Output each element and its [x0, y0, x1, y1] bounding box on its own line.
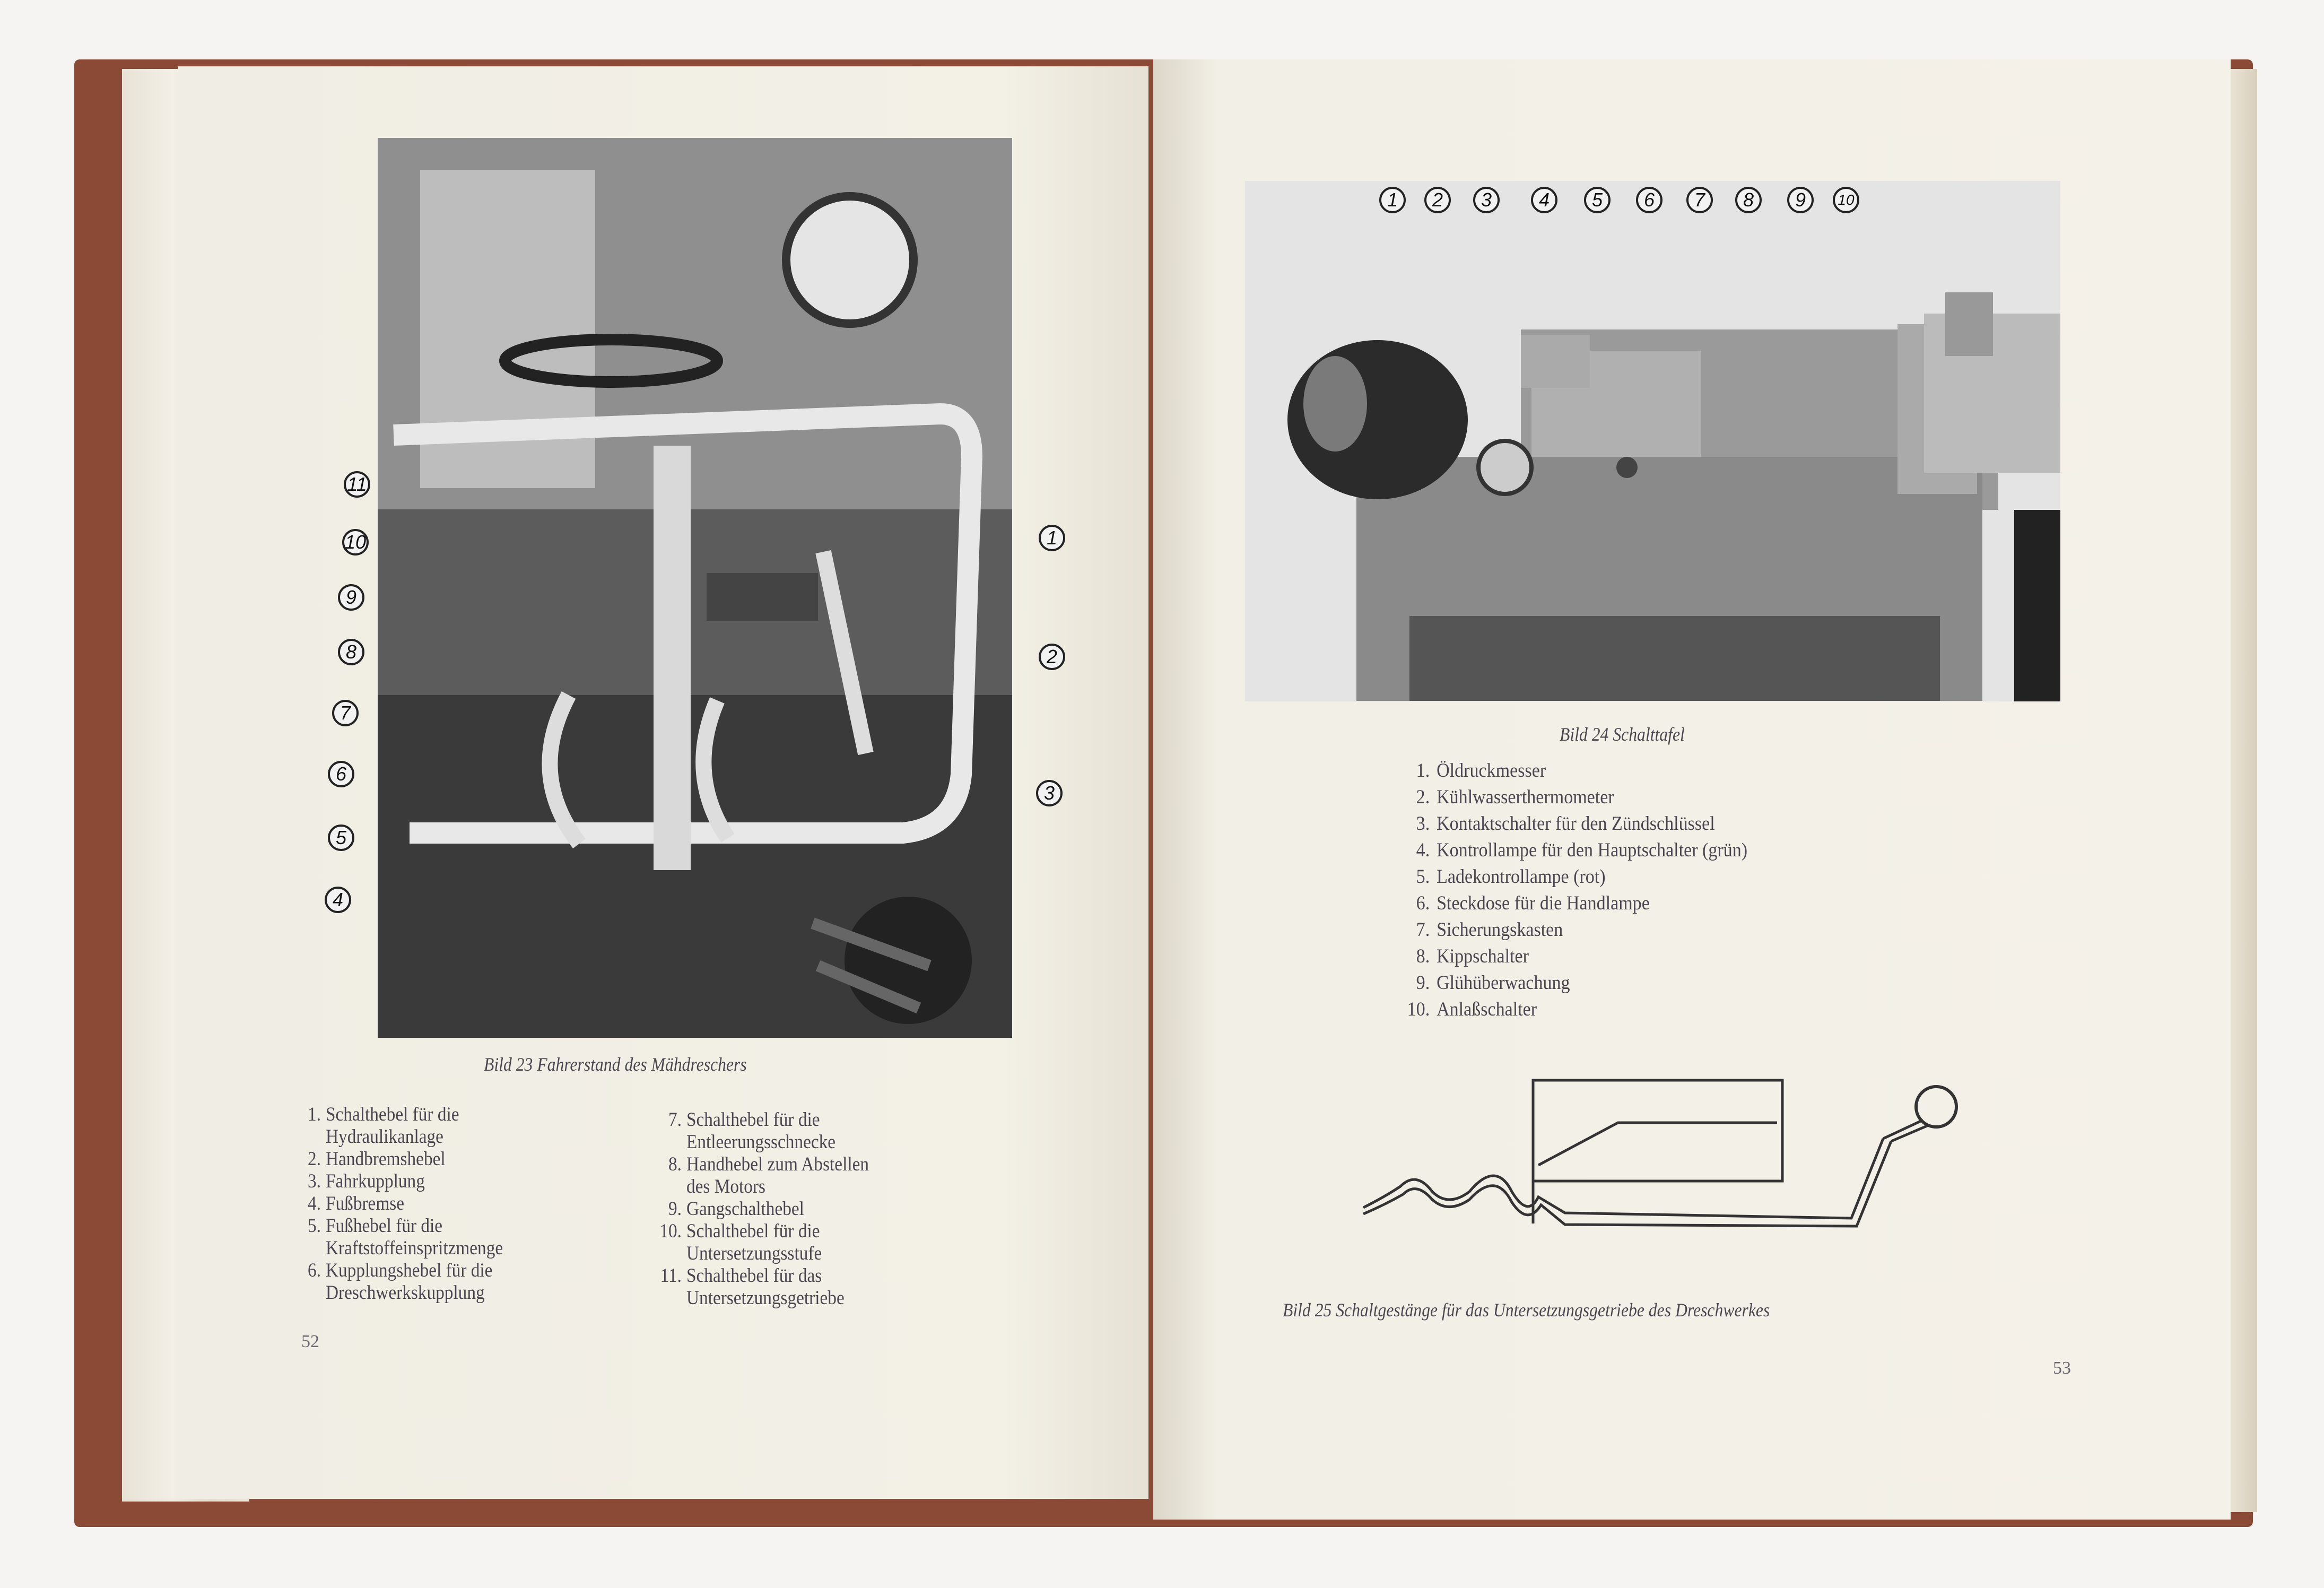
legend-text: Öldruckmesser: [1437, 760, 1546, 782]
legend-text: Gangschalthebel: [686, 1198, 804, 1220]
legend-text: Steckdose für die Handlampe: [1437, 892, 1650, 914]
callout-10: 10: [1833, 187, 1859, 213]
right-callout-row: [1379, 187, 1910, 219]
legend-item: [658, 1153, 869, 1176]
callout-1: 1: [1039, 525, 1065, 551]
legend-text: Schalthebel für die: [686, 1220, 820, 1242]
legend-item: [1400, 837, 1747, 864]
legend-item: [1400, 784, 1747, 811]
legend-item: [658, 1220, 869, 1243]
legend-number: 4.: [1416, 839, 1430, 861]
legend-text: des Motors: [686, 1176, 765, 1197]
legend-text: Sicherungskasten: [1437, 919, 1563, 941]
legend-number: 1.: [308, 1104, 321, 1125]
legend-number: 2.: [308, 1148, 321, 1170]
legend-text: Dreschwerkskupplung: [326, 1282, 485, 1304]
legend-text: Untersetzungsgetriebe: [686, 1287, 845, 1309]
callout-6: 6: [328, 761, 354, 787]
legend-number: 5.: [1416, 866, 1430, 888]
legend-number: 9.: [1416, 972, 1430, 994]
legend-item: [297, 1170, 503, 1193]
callout-11: 11: [344, 471, 370, 498]
legend-item: [1400, 758, 1747, 784]
callout-9: 9: [338, 584, 364, 611]
figure-24-caption: Bild 24 Schalttafel: [1560, 724, 1685, 745]
figure-23-caption: Bild 23 Fahrerstand des Mähdreschers: [484, 1054, 747, 1075]
legend-item: [658, 1198, 869, 1220]
callout-8: 8: [1735, 187, 1762, 213]
legend-item: [1400, 811, 1747, 837]
control-panel-photo: [1245, 181, 2060, 701]
legend-item: [297, 1215, 503, 1237]
legend-text: Glühüberwachung: [1437, 972, 1570, 994]
callout-4: 4: [1531, 187, 1557, 213]
legend-number: 3.: [308, 1170, 321, 1192]
legend-item: [1400, 970, 1747, 996]
legend-number: 7.: [1416, 919, 1430, 941]
legend-number: 11.: [660, 1265, 682, 1287]
legend-text: Kontrollampe für den Hauptschalter (grün): [1437, 839, 1748, 861]
legend-text: Untersetzungsstufe: [686, 1243, 822, 1264]
legend-text: Schalthebel für das: [686, 1265, 822, 1287]
legend-number: [658, 1287, 686, 1309]
legend-item: [658, 1287, 869, 1309]
callout-7: 7: [332, 700, 359, 726]
legend-item: [297, 1148, 503, 1170]
legend-item: [658, 1243, 869, 1265]
legend-number: 6.: [308, 1260, 321, 1281]
callout-4: 4: [325, 887, 351, 913]
legend-text: Handhebel zum Abstellen: [686, 1153, 869, 1175]
legend-number: 3.: [1416, 813, 1430, 835]
legend-item: [1400, 890, 1747, 917]
legend-item: [297, 1260, 503, 1282]
legend-item: [1400, 943, 1747, 970]
legend-item: [297, 1193, 503, 1215]
legend-number: 9.: [668, 1198, 682, 1220]
legend-text: Hydraulikanlage: [326, 1126, 443, 1148]
legend-text: Fahrkupplung: [326, 1170, 425, 1192]
legend-list: [1400, 758, 1747, 1023]
legend-column-1: [297, 1104, 503, 1304]
callout-9: 9: [1787, 187, 1814, 213]
legend-item: [297, 1282, 503, 1304]
page-stack-right: [2231, 69, 2257, 1512]
legend-text: Kontaktschalter für den Zündschlüssel: [1437, 813, 1715, 835]
legend-number: 6.: [1416, 892, 1430, 914]
legend-number: 10.: [1407, 999, 1430, 1020]
legend-number: 1.: [1416, 760, 1430, 782]
legend-number: 4.: [308, 1193, 321, 1214]
callout-7: 7: [1686, 187, 1713, 213]
legend-item: [1400, 996, 1747, 1023]
legend-number: 8.: [1416, 945, 1430, 967]
legend-item: [658, 1176, 869, 1198]
page-number-right: 53: [2053, 1358, 2071, 1378]
legend-item: [297, 1126, 503, 1148]
legend-text: Kühlwasserthermometer: [1437, 786, 1614, 808]
legend-item: [658, 1131, 869, 1153]
legend-number: [658, 1131, 686, 1153]
legend-number: 7.: [668, 1109, 682, 1131]
callout-5: 5: [1584, 187, 1611, 213]
legend-text: Kippschalter: [1437, 945, 1529, 967]
legend-text: Schalthebel für die: [686, 1109, 820, 1131]
page-number-left: 52: [301, 1332, 319, 1351]
callout-2: 2: [1039, 644, 1065, 670]
legend-item: [297, 1237, 503, 1260]
callout-2: 2: [1424, 187, 1451, 213]
legend-text: Entleerungsschnecke: [686, 1131, 836, 1153]
callout-5: 5: [328, 825, 354, 851]
callout-10: 10: [342, 529, 369, 556]
callout-3: 3: [1036, 780, 1063, 806]
legend-number: 8.: [668, 1153, 682, 1175]
legend-number: [658, 1176, 686, 1198]
legend-text: Fußbremse: [326, 1193, 404, 1214]
legend-item: [1400, 864, 1747, 890]
legend-number: [658, 1243, 686, 1265]
legend-item: [297, 1104, 503, 1126]
legend-text: Kupplungshebel für die: [326, 1260, 493, 1281]
legend-text: Anlaßschalter: [1437, 999, 1537, 1020]
legend-number: [297, 1126, 326, 1148]
legend-number: [297, 1282, 326, 1304]
legend-number: 5.: [308, 1215, 321, 1237]
legend-item: [1400, 917, 1747, 943]
callout-6: 6: [1636, 187, 1663, 213]
driver-station-photo: [378, 138, 1012, 1038]
legend-text: Fußhebel für die: [326, 1215, 443, 1237]
legend-number: 2.: [1416, 786, 1430, 808]
callout-1: 1: [1379, 187, 1406, 213]
callout-3: 3: [1473, 187, 1500, 213]
figure-25-caption: Bild 25 Schaltgestänge für das Untersetzungsgetriebe des Dreschwerkes: [1283, 1299, 1770, 1321]
legend-item: [658, 1109, 869, 1131]
legend-number: [297, 1237, 326, 1260]
legend-column-2: [658, 1109, 869, 1309]
legend-text: Ladekontrollampe (rot): [1437, 866, 1606, 888]
legend-number: 10.: [659, 1220, 682, 1242]
legend-text: Schalthebel für die: [326, 1104, 459, 1125]
callout-8: 8: [338, 639, 364, 665]
legend-item: [658, 1265, 869, 1287]
linkage-diagram: [1363, 1075, 1968, 1239]
legend-text: Handbremshebel: [326, 1148, 446, 1170]
legend-text: Kraftstoffeinspritzmenge: [326, 1237, 503, 1259]
